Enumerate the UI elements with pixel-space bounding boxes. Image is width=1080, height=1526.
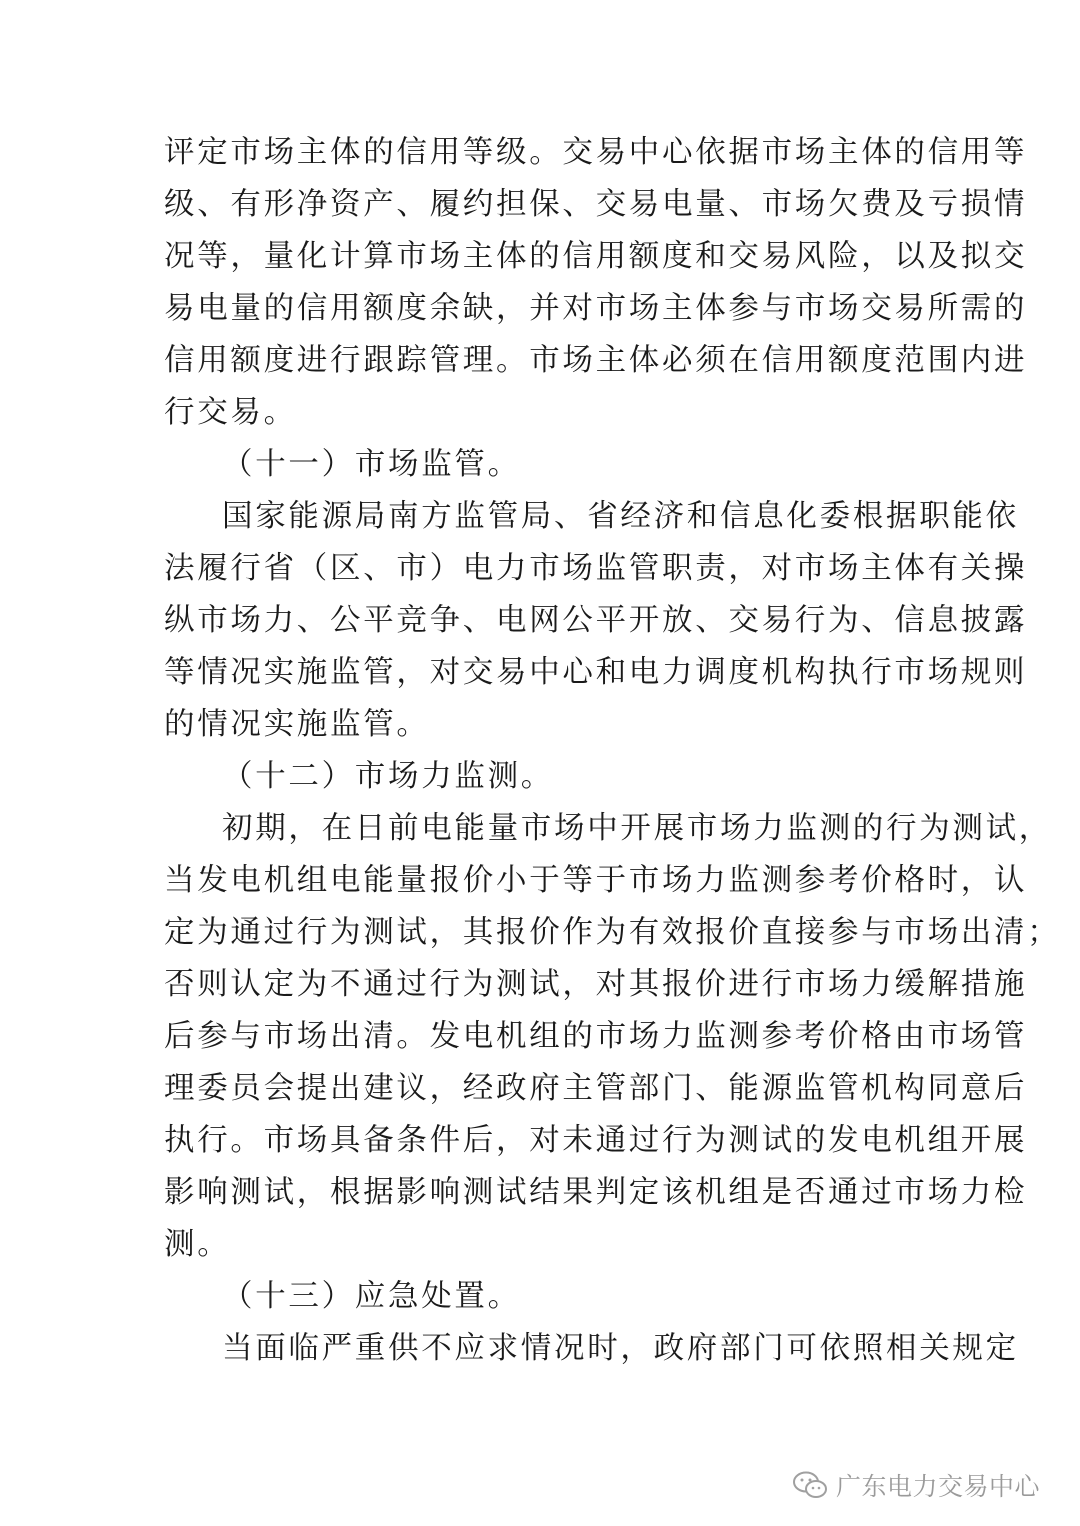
text-line: 纵市场力、公平竞争、电网公平开放、交易行为、信息披露 (164, 603, 1028, 638)
text-line: 等情况实施监管，对交易中心和电力调度机构执行市场规则 (164, 655, 1028, 690)
text-line: 当发电机组电能量报价小于等于市场力监测参考价格时，认 (164, 863, 1028, 898)
text-line: 评定市场主体的信用等级。交易中心依据市场主体的信用等 (164, 135, 1028, 170)
text-line: 法履行省（区、市）电力市场监管职责，对市场主体有关操 (164, 551, 1028, 586)
text-line: 况等，量化计算市场主体的信用额度和交易风险，以及拟交 (164, 239, 1028, 274)
text-line: 影响测试，根据影响测试结果判定该机组是否通过市场力检 (164, 1175, 1028, 1210)
text-line: 否则认定为不通过行为测试，对其报价进行市场力缓解措施 (164, 967, 1028, 1002)
text-line: 行交易。 (164, 395, 297, 430)
text-line: 信用额度进行跟踪管理。市场主体必须在信用额度范围内进 (164, 343, 1028, 378)
text-line: 易电量的信用额度余缺，并对市场主体参与市场交易所需的 (164, 291, 1028, 326)
section-heading: （十二）市场力监测。 (222, 759, 554, 794)
watermark-text: 广东电力交易中心 (835, 1472, 1040, 1501)
text-line: 测。 (164, 1227, 231, 1262)
text-line: 级、有形净资产、履约担保、交易电量、市场欠费及亏损情 (164, 187, 1028, 222)
text-line: 定为通过行为测试，其报价作为有效报价直接参与市场出清； (164, 915, 1061, 950)
text-line: 当面临严重供不应求情况时，政府部门可依照相关规定 (222, 1331, 1019, 1366)
text-line: 理委员会提出建议，经政府主管部门、能源监管机构同意后 (164, 1071, 1028, 1106)
wechat-icon (792, 1471, 828, 1499)
text-line: 后参与市场出清。发电机组的市场力监测参考价格由市场管 (164, 1019, 1028, 1054)
section-heading: （十一）市场监管。 (222, 447, 521, 482)
text-line: 执行。市场具备条件后，对未通过行为测试的发电机组开展 (164, 1123, 1028, 1158)
section-heading: （十三）应急处置。 (222, 1279, 521, 1314)
text-line: 国家能源局南方监管局、省经济和信息化委根据职能依 (222, 499, 1019, 534)
text-line: 的情况实施监管。 (164, 707, 430, 742)
watermark (792, 1468, 1040, 1502)
text-line: 初期，在日前电能量市场中开展市场力监测的行为测试， (222, 811, 1052, 846)
